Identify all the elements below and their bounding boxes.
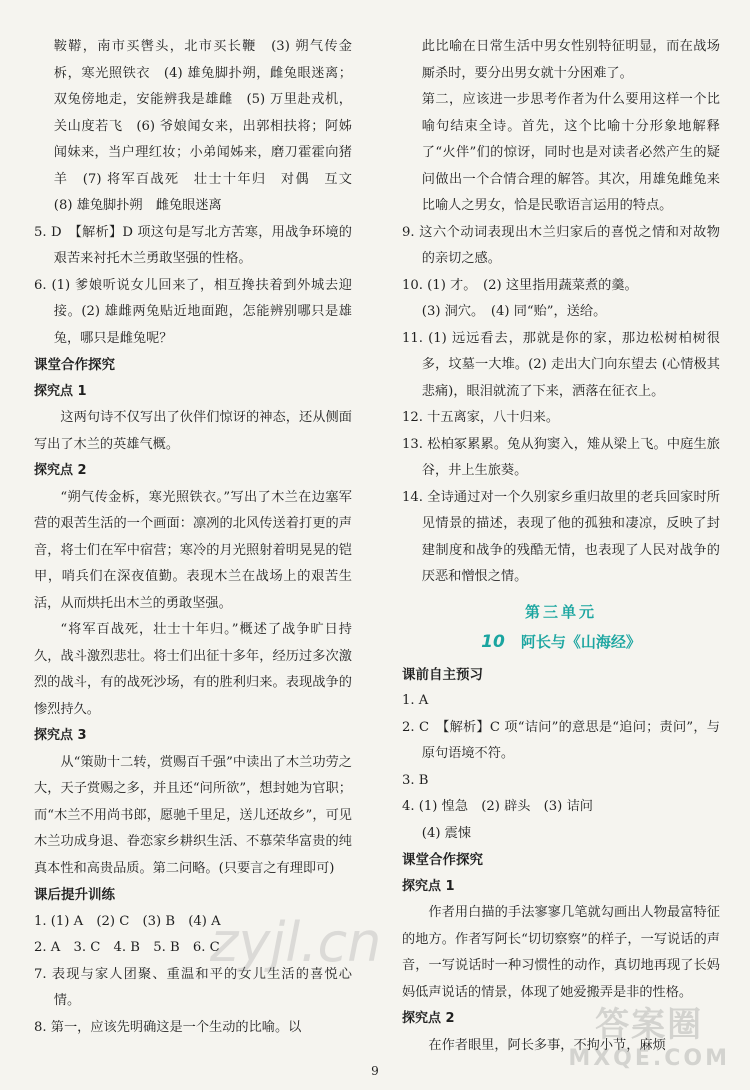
answer-paragraph: 从“策勋十二转，赏赐百千强”中读出了木兰功劳之大，天子赏赐之多，并且还“问所欲”，想封她为官职；而“木兰不用尚书郎，愿驰千里足，送儿还故乡”，可见木兰功成身退、眷恋家乡耕织生活、不慕荣华富贵的纯真本性和高贵品质。第二问略。(只要言之有理即可) <box>34 754 352 876</box>
answer-paragraph: 14. 全诗通过对一个久别家乡重归故里的老兵回家时所见情景的描述，表现了他的孤独和凄凉，反映了封建制度和战争的残酷无情，也表现了人民对战争的厌恶和憎恨之情。 <box>402 489 720 584</box>
answer-paragraph: 8. 第一，应该先明确这是一个生动的比喻。以 <box>34 1019 302 1035</box>
answer-paragraph: 作者用白描的手法寥寥几笔就勾画出人物最富特征的地方。作者写阿长“切切察察”的样子，一写说话的声音，一写说话时一种习惯性的动作，真切地再现了长妈妈低声说话的情景，体现了她爱搬弄是非的性格。 <box>402 905 720 1000</box>
probe-heading: 探究点 1 <box>34 383 87 399</box>
section-heading: 课堂合作探究 <box>34 357 115 373</box>
watermark-zyjl: zyjl.cn <box>210 911 382 974</box>
answer-paragraph: 3. B <box>402 772 429 788</box>
answer-paragraph: 这两句诗不仅写出了伙伴们惊讶的神态，还从侧面写出了木兰的英雄气概。 <box>34 410 352 452</box>
lesson-name: 阿长与《山海经》 <box>520 633 641 651</box>
watermark-logo <box>568 1005 730 1076</box>
answer-paragraph: 第二，应该进一步思考作者为什么要用这样一个比喻句结束全诗。首先，这个比喻十分形象地解释了“火伴”们的惊讶，同时也是对读者必然产生的疑问做出一个合情合理的解答。其次，用雄兔雌兔来比喻人之男女，恰是民歌语言运用的特点。 <box>421 92 720 213</box>
answer-paragraph: 1. (1) A (2) C (3) B (4) A <box>34 913 221 929</box>
answer-paragraph: 9. 这六个动词表现出木兰归家后的喜悦之情和对故物的亲切之感。 <box>402 224 720 266</box>
answer-paragraph: 鞍鞯，南市买辔头，北市买长鞭 (3) 朔气传金柝，寒光照铁衣 (4) 雄兔脚扑朔，雌兔眼迷离；双兔傍地走，安能辨我是雄雌 (5) 万里赴戎机，关山度若飞 (6) 爷娘闻女来，出郭相扶将；阿姊闻妹来，当户理红妆；小弟闻姊来，磨刀霍霍向猪羊 (7) 将军百战死 壮士十年归 对偶 互文 (8) 雄兔脚扑朔 雌兔眼迷离 <box>53 39 366 213</box>
answer-paragraph: 7. 表现与家人团聚、重温和平的女儿生活的喜悦心情。 <box>34 966 352 1008</box>
lesson-number: 10 <box>481 632 505 652</box>
answer-paragraph: “将军百战死，壮士十年归。”概述了战争旷日持久，战斗激烈悲壮。将士们出征十多年，经历过多次激烈的战斗，有的战死沙场，有的胜利归来。表现战争的惨烈持久。 <box>34 622 352 717</box>
right-column <box>402 34 720 1059</box>
probe-heading: 探究点 1 <box>402 878 455 894</box>
answer-paragraph: 在作者眼里，阿长多事，不拘小节，麻烦 <box>428 1037 666 1053</box>
section-heading: 课前自主预习 <box>402 666 483 683</box>
answer-paragraph: 此比喻在日常生活中男女性别特征明显，而在战场厮杀时，要分出男女就十分困难了。 <box>421 39 720 81</box>
left-column <box>34 34 366 1041</box>
watermark-main-text: 答案圈 <box>595 1005 704 1045</box>
answer-paragraph: 12. 十五离家，八十归来。 <box>402 410 560 425</box>
answer-paragraph: 11. (1) 远远看去，那就是你的家，那边松树柏树很多，坟墓一大堆。(2) 走出大门向东望去 (心情极其悲痛)，眼泪就流了下来，洒落在征衣上。 <box>402 330 720 399</box>
probe-heading: 探究点 2 <box>34 463 87 478</box>
page-number: 9 <box>371 1064 379 1078</box>
answer-paragraph: 6. (1) 爹娘听说女儿回来了，相互搀扶着到外城去迎接。(2) 雄雌两兔贴近地面跑，怎能辨别哪只是雄兔，哪只是雌兔呢？ <box>34 277 352 346</box>
unit-title: 第三单元 <box>524 602 597 621</box>
answer-paragraph: 13. 松柏冢累累。兔从狗窦入，雉从梁上飞。中庭生旅谷，井上生旅葵。 <box>402 436 720 478</box>
answer-paragraph: 10. (1) 才。 (2) 这里指用蔬菜煮的羹。 <box>402 277 638 293</box>
answer-paragraph: (4) 震悚 <box>421 825 472 841</box>
answer-paragraph: 5. D 【解析】D 项这句是写北方苦寒，用战争环境的艰苦来衬托木兰勇敢坚强的性格。 <box>34 224 352 266</box>
probe-heading: 探究点 2 <box>402 1011 455 1026</box>
answer-paragraph: “朔气传金柝，寒光照铁衣。”写出了木兰在边塞军营的艰苦生活的一个画面：凛冽的北风传送着打更的声音，将士们在军中宿营；寒冷的月光照射着明晃晃的铠甲，哨兵们在深夜值勤。表现木兰在战场上的艰苦生活，从而烘托出木兰的勇敢坚强。 <box>34 489 352 611</box>
answer-paragraph: 2. C 【解析】C 项“诘问”的意思是“追问；责问”，与原句语境不符。 <box>402 719 720 761</box>
section-heading: 课后提升训练 <box>34 887 115 903</box>
section-heading: 课堂合作探究 <box>402 852 483 868</box>
probe-heading: 探究点 3 <box>34 728 87 743</box>
answer-paragraph: 4. (1) 惶急 (2) 辟头 (3) 诘问 <box>402 799 593 814</box>
answer-paragraph: 2. A 3. C 4. B 5. B 6. C <box>34 940 220 955</box>
lesson-title <box>402 629 720 656</box>
answer-paragraph: 1. A <box>402 693 429 708</box>
watermark-sub-text: MXQE.COM <box>568 1046 730 1071</box>
answer-paragraph: (3) 洞穴。 (4) 同“贻”，送给。 <box>421 304 607 319</box>
